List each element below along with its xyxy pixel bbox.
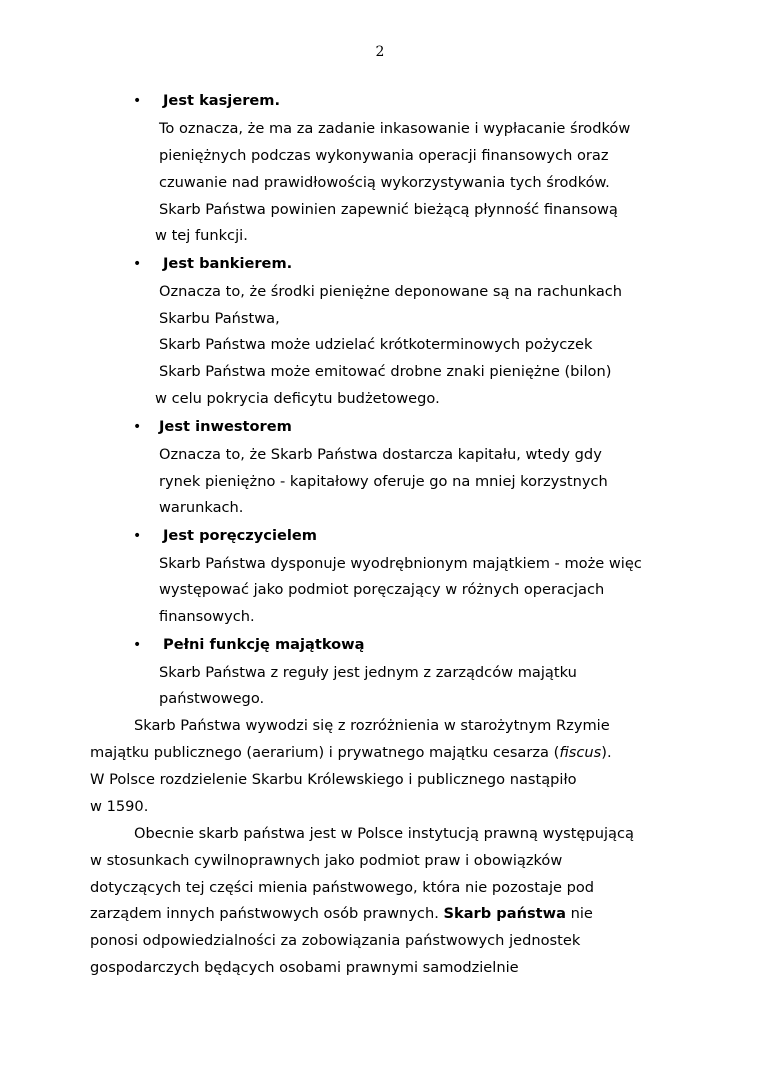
- skarb-panstwa-bold: Skarb państwa: [443, 905, 566, 922]
- item-heading-majatkowa: Pełni funkcję majątkową: [163, 636, 365, 653]
- item-heading-kasjer: Jest kasjerem.: [163, 92, 281, 109]
- bullet-icon: •: [133, 256, 142, 272]
- item-text-line: Skarb Państwa powinien zapewnić bieżącą płynność finansową: [159, 201, 618, 218]
- item-text-line: finansowych.: [159, 608, 255, 625]
- paragraph-line: w 1590.: [90, 798, 149, 815]
- item-text-line: Oznacza to, że Skarb Państwa dostarcza kapitału, wtedy gdy: [159, 446, 602, 463]
- item-text-line: rynek pieniężno - kapitałowy oferuje go na mniej korzystnych: [159, 473, 608, 490]
- paragraph-line: W Polsce rozdzielenie Skarbu Królewskiego i publicznego nastąpiło: [90, 771, 577, 788]
- paragraph-line: ponosi odpowiedzialności za zobowiązania państwowych jednostek: [90, 932, 581, 949]
- paragraph-line: [90, 743, 612, 763]
- paragraph-line: gospodarczych będących osobami prawnymi samodzielnie: [90, 959, 519, 976]
- item-text-line: Oznacza to, że środki pieniężne deponowane są na rachunkach: [159, 283, 623, 300]
- paragraph-line: Skarb Państwa wywodzi się z rozróżnienia w starożytnym Rzymie: [134, 717, 610, 734]
- item-text-line: w tej funkcji.: [155, 227, 248, 244]
- bullet-icon: •: [133, 528, 142, 544]
- item-text-line: czuwanie nad prawidłowością wykorzystywania tych środków.: [159, 174, 610, 191]
- item-text-line: To oznacza, że ma za zadanie inkasowanie i wypłacanie środków: [159, 120, 631, 137]
- paragraph-text: ).: [601, 744, 612, 761]
- fiscus-term: fiscus: [559, 744, 602, 761]
- item-text-line: Skarb Państwa może udzielać krótkoterminowych pożyczek: [159, 336, 593, 353]
- item-text-line: pieniężnych podczas wykonywania operacji finansowych oraz: [159, 147, 609, 164]
- paragraph-line: w stosunkach cywilnoprawnych jako podmiot praw i obowiązków: [90, 852, 563, 869]
- item-heading-poreczyciel: Jest poręczycielem: [163, 527, 317, 544]
- item-text-line: Skarbu Państwa,: [159, 310, 280, 327]
- item-text-line: w celu pokrycia deficytu budżetowego.: [155, 390, 440, 407]
- item-text-line: występować jako podmiot poręczający w różnych operacjach: [159, 581, 605, 598]
- page-number: 2: [375, 44, 385, 60]
- item-text-line: Skarb Państwa może emitować drobne znaki pieniężne (bilon): [159, 363, 612, 380]
- paragraph-line: Obecnie skarb państwa jest w Polsce instytucją prawną występującą: [134, 825, 634, 842]
- paragraph-line: [90, 904, 593, 924]
- item-text-line: państwowego.: [159, 690, 265, 707]
- bullet-icon: •: [133, 419, 142, 435]
- bullet-icon: •: [133, 637, 142, 653]
- item-text-line: warunkach.: [159, 499, 244, 516]
- item-text-line: Skarb Państwa z reguły jest jednym z zarządców majątku: [159, 664, 577, 681]
- paragraph-text: majątku publicznego (aerarium) i prywatnego majątku cesarza (: [90, 744, 560, 761]
- paragraph-text: zarządem innych państwowych osób prawnych.: [90, 905, 444, 922]
- item-text-line: Skarb Państwa dysponuje wyodrębnionym majątkiem - może więc: [159, 555, 642, 572]
- bullet-icon: •: [133, 93, 142, 109]
- item-heading-inwestor: Jest inwestorem: [159, 418, 292, 435]
- paragraph-line: dotyczących tej części mienia państwowego, która nie pozostaje pod: [90, 879, 595, 896]
- item-heading-bankier: Jest bankierem.: [163, 255, 293, 272]
- paragraph-text: nie: [565, 905, 593, 922]
